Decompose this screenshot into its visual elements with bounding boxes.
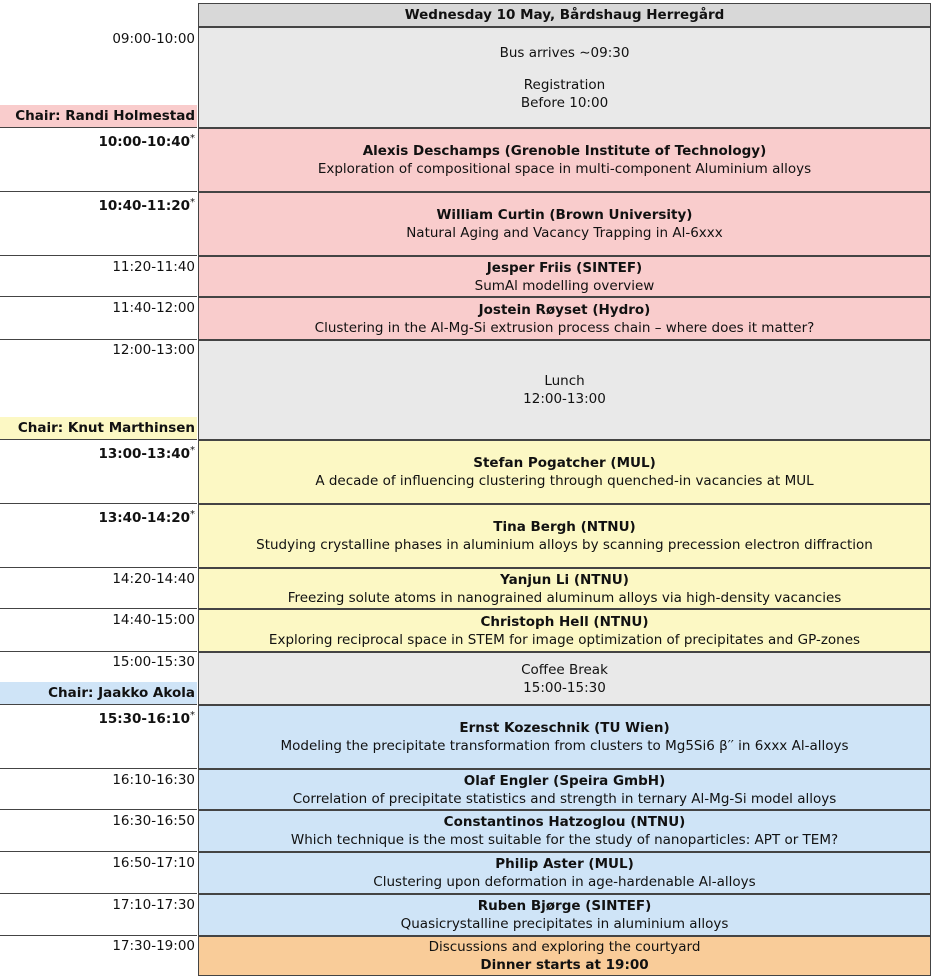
speaker-name: Christoph Hell (NTNU) bbox=[480, 613, 649, 630]
coffee-break-time-text: 15:00-15:30 bbox=[523, 679, 606, 696]
time-slot: 17:10-17:30 bbox=[112, 897, 195, 913]
talk-block bbox=[198, 440, 931, 504]
lunch-text: Lunch bbox=[544, 373, 585, 389]
speaker-name: William Curtin (Brown University) bbox=[436, 207, 693, 223]
time-slot: 17:30-19:00 bbox=[112, 938, 195, 954]
speaker-name: Jostein Røyset (Hydro) bbox=[478, 301, 651, 318]
registration-block bbox=[198, 27, 931, 128]
divider bbox=[0, 935, 197, 936]
divider bbox=[0, 809, 197, 810]
time-slot: 15:30-16:10 * bbox=[0, 707, 197, 728]
speaker-name: Stefan Pogatcher (MUL) bbox=[473, 455, 656, 471]
speaker-name: Philip Aster (MUL) bbox=[495, 856, 634, 872]
divider bbox=[0, 439, 197, 440]
speaker-name: Jesper Friis (SINTEF) bbox=[486, 259, 643, 276]
talk-block bbox=[198, 128, 931, 192]
session-chair: Chair: Randi Holmestad bbox=[0, 105, 197, 127]
time-slot: 14:20-14:40 bbox=[112, 571, 195, 587]
talk-block bbox=[198, 256, 931, 297]
time-slot: 11:20-11:40 bbox=[112, 259, 195, 275]
talk-block bbox=[198, 504, 931, 568]
talk-title: SumAl modelling overview bbox=[474, 277, 655, 294]
talk-title: Modeling the precipitate transformation from clusters to Mg5Si6 β′′ in 6xxx Al-alloys bbox=[280, 738, 849, 754]
discussions-text: Discussions and exploring the courtyard bbox=[428, 939, 701, 955]
speaker-name: Ernst Kozeschnik (TU Wien) bbox=[459, 720, 670, 736]
divider bbox=[0, 255, 197, 256]
talk-title: Natural Aging and Vacancy Trapping in Al-6xxx bbox=[406, 225, 723, 241]
talk-block bbox=[198, 297, 931, 340]
registration-time-text: Before 10:00 bbox=[520, 94, 609, 111]
lunch-time-text: 12:00-13:00 bbox=[523, 391, 606, 407]
speaker-name: Ruben Bjørge (SINTEF) bbox=[477, 898, 652, 914]
talk-title: Correlation of precipitate statistics and strength in ternary Al-Mg-Si model alloys bbox=[292, 790, 837, 807]
talk-block bbox=[198, 894, 931, 936]
talk-title: Which technique is the most suitable for the study of nanoparticles: APT or TEM? bbox=[290, 832, 839, 848]
time-slot: 14:40-15:00 bbox=[112, 612, 195, 628]
speaker-name: Tina Bergh (NTNU) bbox=[493, 519, 636, 535]
time-slot: 12:00-13:00 bbox=[112, 342, 195, 358]
divider bbox=[0, 503, 197, 504]
divider bbox=[0, 851, 197, 852]
time-slot: 16:10-16:30 bbox=[112, 772, 195, 788]
time-slot: 16:50-17:10 bbox=[112, 855, 195, 871]
talk-block bbox=[198, 769, 931, 810]
talk-title: Freezing solute atoms in nanograined aluminum alloys via high-density vacancies bbox=[287, 589, 842, 606]
day-title: Wednesday 10 May, Bårdshaug Herregård bbox=[404, 7, 725, 23]
talk-block bbox=[198, 609, 931, 652]
speaker-name: Olaf Engler (Speira GmbH) bbox=[463, 772, 666, 789]
coffee-break-block bbox=[198, 652, 931, 705]
talk-block bbox=[198, 192, 931, 256]
divider bbox=[0, 893, 197, 894]
talk-block bbox=[198, 705, 931, 769]
talk-title: Clustering upon deformation in age-hardenable Al-alloys bbox=[373, 874, 756, 890]
registration-text: Registration bbox=[523, 76, 606, 93]
divider bbox=[0, 296, 197, 297]
speaker-name: Alexis Deschamps (Grenoble Institute of Technology) bbox=[362, 143, 767, 159]
divider bbox=[0, 339, 197, 340]
time-slot: 13:40-14:20 * bbox=[0, 506, 197, 527]
talk-title: Exploration of compositional space in multi-component Aluminium alloys bbox=[317, 161, 812, 177]
talk-block bbox=[198, 810, 931, 852]
divider bbox=[0, 127, 197, 128]
evening-block bbox=[198, 936, 931, 976]
talk-block bbox=[198, 568, 931, 609]
talk-block bbox=[198, 852, 931, 894]
session-chair: Chair: Knut Marthinsen bbox=[0, 417, 197, 439]
time-slot: 13:00-13:40 * bbox=[0, 442, 197, 463]
divider bbox=[0, 567, 197, 568]
lunch-block bbox=[198, 340, 931, 440]
speaker-name: Yanjun Li (NTNU) bbox=[500, 571, 629, 588]
talk-title: Clustering in the Al-Mg-Si extrusion process chain – where does it matter? bbox=[314, 319, 815, 336]
talk-title: Studying crystalline phases in aluminium alloys by scanning precession electron diffraction bbox=[256, 537, 873, 553]
session-chair: Chair: Jaakko Akola bbox=[0, 682, 197, 704]
time-slot: 11:40-12:00 bbox=[112, 300, 195, 316]
time-slot: 10:00-10:40 * bbox=[0, 130, 197, 151]
divider bbox=[0, 651, 197, 652]
coffee-break-text: Coffee Break bbox=[521, 661, 608, 678]
dinner-text: Dinner starts at 19:00 bbox=[480, 957, 649, 973]
divider bbox=[0, 768, 197, 769]
time-slot: 15:00-15:30 bbox=[112, 654, 195, 670]
speaker-name: Constantinos Hatzoglou (NTNU) bbox=[443, 814, 686, 830]
talk-title: Exploring reciprocal space in STEM for image optimization of precipitates and GP-zones bbox=[268, 631, 861, 648]
talk-title: A decade of influencing clustering through quenched-in vacancies at MUL bbox=[315, 473, 814, 489]
divider bbox=[0, 608, 197, 609]
talk-title: Quasicrystalline precipitates in aluminium alloys bbox=[400, 916, 729, 932]
bus-arrives-text: Bus arrives ∼09:30 bbox=[499, 44, 630, 61]
divider bbox=[0, 704, 197, 705]
time-slot: 09:00-10:00 bbox=[112, 31, 195, 47]
day-header bbox=[198, 3, 931, 27]
time-slot: 10:40-11:20 * bbox=[0, 194, 197, 215]
divider bbox=[0, 191, 197, 192]
time-slot: 16:30-16:50 bbox=[112, 813, 195, 829]
